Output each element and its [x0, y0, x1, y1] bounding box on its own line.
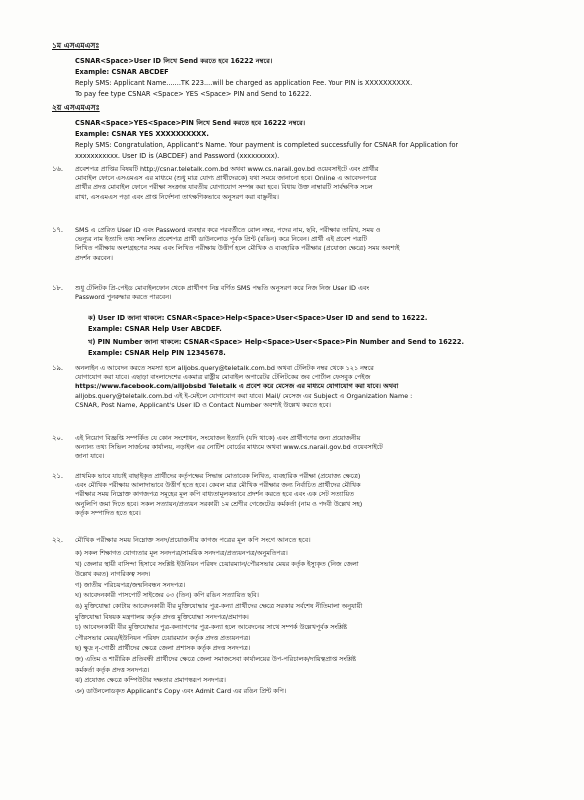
- section-17-number: ১৭.: [52, 226, 63, 234]
- document-list-item: ঞ) ডাউনলোডকৃত Applicant's Copy এবং Admit Card এর রঙিন প্রিন্ট কপি।: [75, 686, 287, 695]
- section-18-option-b: খ) PIN Number জানা থাকলে: CSNAR<Space> Help<Space>User<Space>Pin Number and Send to 16222.: [88, 338, 464, 346]
- document-list-item: ঝ) প্রযোজ্য ক্ষেত্রে কম্পিউটার দক্ষতার প্রমাণস্বরূপ সনদপত্র।: [75, 676, 226, 685]
- document-list-item: মুক্তিযোদ্ধা বিষয়ক মন্ত্রণালয় কর্তৃক প্রদত্ত মুক্তিযোদ্ধা সনদপত্র/প্রমাণক।: [75, 612, 249, 621]
- section-16-line: প্রবেশপত্র প্রাপ্তির বিষয়টি http://csnar.teletalk.com.bd অথবা www.cs.narail.gov.bd ওয়েবসাইটে এবং প্রার্থীর: [75, 165, 379, 173]
- section-21-line: প্রাথমিক ভাবে যাচাই বাছাইকৃত প্রার্থীদের কর্তৃপক্ষের সিদ্ধান্ত মোতাবেক লিখিত, ব্যবহারিক পরীক্ষা (প্রযোজ্য ক্ষেত্রে): [75, 472, 361, 480]
- document-list-item: কর্মকর্তা কর্তৃক প্রদত্ত সনদপত্র।: [75, 665, 150, 674]
- section-18-number: ১৮.: [52, 284, 63, 292]
- document-list-item: জ) এতিম ও শারীরিক প্রতিবন্ধী প্রার্থীদের ক্ষেত্রে জেলা সমাজসেবা কার্যালয়ের উপ-পরিচালক/দায়িত্বপ্রাপ্ত সংশ্লিষ্ট: [75, 654, 356, 663]
- section-22-list: [75, 548, 535, 696]
- section-17-text: [75, 226, 535, 263]
- document-list-item: ঙ) মুক্তিযোদ্ধা কোটায় আবেদনকারী বীর মুক্তিযোদ্ধার পুত্র-কন্যা প্রার্থীদের ক্ষেত্রে সরকার সর্বশেষ নীতিমালা অনুযায়ী: [75, 601, 363, 610]
- sms2-instruction: CSNAR<Space>YES<Space>PIN লিখে Send করতে হবে 16222 নম্বরে।: [75, 119, 306, 127]
- sms2-heading: ২য় এসএমএসঃ: [52, 104, 100, 112]
- section-19-line: যোগাযোগ করা যাবে। এছাড়া বাংলাদেশের একমাত্র রাষ্ট্রীয় মোবাইল অপারেটর টেলিটকের জব পোর্টাল ফেসবুক পেইজ: [75, 373, 371, 382]
- document-list-item: গ) জাতীয় পরিচয়পত্র/জন্মনিবন্ধন সনদপত্র।: [75, 580, 186, 589]
- document-list-item: ছ) ক্ষুদ্র নৃ-গোষ্ঠী প্রার্থীদের ক্ষেত্রে জেলা প্রশাসক কর্তৃক প্রদত্ত সনদপত্র।: [75, 644, 251, 653]
- section-21-line: এবং মৌখিক পরীক্ষায় আলাদাভাবে উত্তীর্ণ হতে হবে। কেবল মাত্র মৌখিক পরীক্ষার জন্য নির্বাচিত প্রার্থীদের মৌখিক: [75, 481, 361, 490]
- document-list-item: ক) সকল শিক্ষাগত যোগ্যতার মূল সনদপত্র/সাময়িক সনদপত্র/প্রত্যয়নপত্র/অনুমতিপত্র।: [75, 549, 288, 557]
- section-18-line: শুধু টেলিটক প্রি-পেইড মোবাইলফোন থেকে প্রার্থীগণ নিম্ন বর্ণিত SMS পদ্ধতি অনুসরণ করে নিজ নিজ User ID এবং: [75, 284, 370, 292]
- sms1-heading: ১ম এসএমএসঃ: [52, 42, 100, 50]
- document-list-item: চ) আবেদনকারী বীর মুক্তিযোদ্ধার পুত্র-কন্যাগণের পুত্র-কন্যা হলে আবেদনের সাথে সম্পর্ক উল্লেখপূর্বক সংশ্লিষ্ট: [75, 623, 348, 632]
- document-list-item: উল্লেখ করত) নাগরিকত্ব সনদ।: [75, 570, 151, 579]
- section-19-line: অনলাইন এ আবেদন করতে সমস্যা হলে alljobs.query@teletalk.com.bd অথবা টেলিটক নম্বর থেকে ১২১ নম্বরে: [75, 364, 374, 372]
- sms1-example: Example: CSNAR ABCDEF: [75, 68, 169, 76]
- sms1-pay: To pay fee type CSNAR <Space> YES <Space> PIN and Send to 16222.: [75, 90, 312, 98]
- section-19-line: alljobs.query@teletalk.com.bd এই ই-মেইলে যোগাযোগ করা যাবে। Mail/ মেসেজ এর Subject এ Organization Name :: [75, 391, 413, 400]
- section-18-line: Password পুনরুদ্ধার করতে পারবেন।: [75, 293, 172, 302]
- sms2-example: Example: CSNAR YES XXXXXXXXXX.: [75, 130, 209, 138]
- section-16-line: মোবাইল ফোনে এসএমএস এর মাধ্যমে (শুধু মাত্র যোগ্য প্রার্থীদেরকে) যথা সময়ে জানানো হবে। Online এ আবেদনপত্রে: [75, 174, 377, 183]
- section-21-line: পরীক্ষার সময় নিম্নোক্ত কাগজপত্র সমূহের মূল কপি বাধ্যতামূলকভাবে প্রদর্শন করতে হবে এবং এক সেট সত্যায়িত: [75, 490, 354, 499]
- section-17-line: প্রদর্শন করবেন।: [75, 253, 113, 262]
- sms2-reply-line1: Reply SMS: Congratulation, Applicant's Name. Your payment is completed successfully for CSNAR for Application for: [75, 141, 459, 149]
- section-16-line: রাখা, এসএমএস পড়া এবং প্রাপ্ত নির্দেশনা তাৎক্ষণিকভাবে অনুসরণ করা বাঞ্ছনীয়।: [75, 192, 279, 201]
- section-21-line: কর্তৃক সম্পাদিত হতে হবে।: [75, 508, 141, 517]
- section-19-line: https://www.facebook.com/alljobsbd Teletalk এ প্রবেশ করে মেসেজ এর মাধ্যমে যোগাযোগ করা যাবে। অথবা: [75, 382, 399, 391]
- document-list-item: ঘ) আবেদনকারী পাসপোর্ট সাইজের ০৩ (তিন) কপি রঙিন সত্যায়িত ছবি।: [75, 591, 259, 600]
- section-16-number: ১৬.: [52, 165, 63, 173]
- section-20-line: এই নিয়োগ বিজ্ঞপ্তি সম্পর্কিত যে কোন সংশোধন, সংযোজন ইত্যাদি (যদি থাকে) এবং প্রার্থীগণের জন্য প্রয়োজনীয়: [75, 434, 361, 442]
- section-18-option-a: ক) User ID জানা থাকলে: CSNAR<Space>Help<Space>User<Space>User ID and send to 16222.: [88, 314, 428, 322]
- section-20-number: ২০.: [52, 434, 63, 442]
- section-16-line: প্রার্থীর প্রদত্ত মোবাইল ফোনে পরীক্ষা সংক্রান্ত যাবতীয় যোগাযোগ সম্পন্ন করা হবে। বিধায় উক্ত নাম্বারটি সার্বক্ষণিক সচল: [75, 183, 373, 192]
- section-20-line: অন্যান্য তথ্য সিভিল সার্জনের কার্যালয়, নড়াইল এর নোটিশ বোর্ডের মাধ্যমে অথবা www.cs.narail.gov.bd ওয়েবসাইটে: [75, 443, 383, 452]
- section-17-line: লিখিত পরীক্ষায় অংশগ্রহণের সময় এবং লিখিত পরীক্ষায় উত্তীর্ণ হলে মৌখিক ও ব্যবহারিক পরীক্ষার (প্রযোজ্য ক্ষেত্রে) সময় অবশ্যই: [75, 244, 400, 253]
- section-18-option-a-example: Example: CSNAR Help User ABCDEF.: [88, 325, 222, 333]
- section-17-line: ভেন্যুর নাম ইত্যাদি তথ্য সম্বলিত প্রবেশপত্র প্রার্থী ডাউনলোড পূর্বক প্রিন্ট (রঙিন) করে নিবেন। প্রার্থী এই প্রবেশ পত্রটি: [75, 235, 368, 244]
- document-list-item: পৌরসভার মেয়র/ইউনিয়ন পরিষদ চেয়ারম্যান কর্তৃক প্রদত্ত প্রত্যয়নপত্র।: [75, 633, 251, 642]
- section-19-line: CSNAR, Post Name, Applicant's User ID ও Contact Number অবশ্যই উল্লেখ করতে হবে।: [75, 400, 331, 409]
- section-22-intro: মৌখিক পরীক্ষার সময় নিম্নোক্ত সনদ/প্রয়োজনীয় কাগজ পত্রের মূল কপি সংগে আনতে হবে।: [75, 536, 311, 544]
- sms2-reply-line2: xxxxxxxxxxx. User ID is (ABCDEF) and Password (xxxxxxxxx).: [75, 152, 280, 160]
- section-20-text: [75, 434, 535, 462]
- section-19-text: [75, 364, 535, 410]
- section-18-text: [75, 284, 535, 302]
- section-17-line: SMS এ প্রেরিত User ID এবং Password ব্যবহার করে পরবর্তীতে রোল নম্বর, পদের নাম, ছবি, পরীক্ষার তারিখ, সময় ও: [75, 226, 381, 234]
- section-21-line: অনুলিপি জমা দিতে হবে। সকল সত্যায়ন/প্রত্যয়ন সরকারী ১ম শ্রেণীর গেজেটেড কর্মকর্তা (নাম ও পদবী উল্লেখ সহ): [75, 499, 363, 508]
- section-22-number: ২২.: [52, 536, 63, 544]
- section-16-text: [75, 165, 535, 202]
- section-19-number: ১৯.: [52, 364, 63, 372]
- section-18-option-b-example: Example: CSNAR Help PIN 12345678.: [88, 349, 226, 357]
- sms1-instruction: CSNAR<Space>User ID লিখে Send করতে হবে 16222 নম্বরে।: [75, 57, 273, 65]
- sms1-reply: Reply SMS: Applicant Name.......TK 223....will be charged as application Fee. Your PIN is XXXXXXXXXX.: [75, 79, 413, 87]
- section-20-line: জানা যাবে।: [75, 452, 105, 461]
- section-21-text: [75, 472, 535, 518]
- document-list-item: খ) জেলার স্থায়ী বাসিন্দা হিসাবে সংশ্লিষ্ট ইউনিয়ন পরিষদ চেয়ারম্যান/পৌরসভার মেয়র কর্তৃক ইস্যুকৃত (নিজ জেলা: [75, 559, 359, 568]
- section-21-number: ২১.: [52, 472, 63, 480]
